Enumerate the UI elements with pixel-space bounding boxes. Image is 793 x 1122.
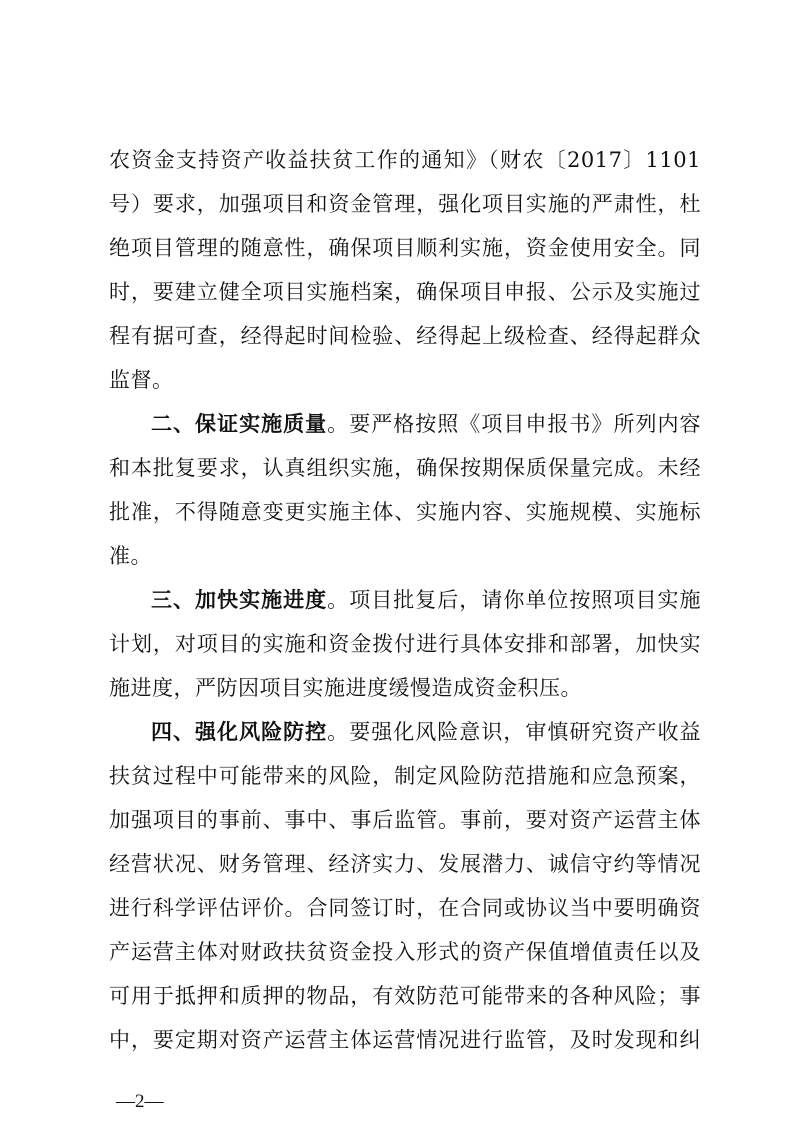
- para4-line-4: 经营状况、财务管理、经济实力、发展潜力、诚信守约等情况: [109, 852, 701, 876]
- section-heading-quality: 二、保证实施质量: [151, 411, 328, 436]
- para3-line-2: 计划，对项目的实施和资金拨付进行具体安排和部署，加快实: [109, 632, 701, 656]
- para2-first-line-text: 。要严格按照《项目申报书》所列内容: [327, 412, 702, 436]
- para4-line-5: 进行科学评估评价。合同签订时，在合同或协议当中要明确资: [109, 896, 701, 920]
- para1-line-3: 绝项目管理的随意性，确保项目顺利实施，资金使用安全。同: [109, 236, 701, 260]
- para4-line-3: 加强项目的事前、事中、事后监管。事前，要对资产运营主体: [109, 808, 701, 832]
- para4-line-7: 可用于抵押和质押的物品，有效防范可能带来的各种风险；事: [109, 984, 701, 1008]
- page-number: —2—: [116, 1091, 164, 1112]
- para4-first-line: [151, 717, 701, 747]
- para2-line-3: 批准，不得随意变更实施主体、实施内容、实施规模、实施标: [109, 500, 701, 524]
- para1-line-4: 时，要建立健全项目实施档案，确保项目申报、公示及实施过: [109, 280, 701, 304]
- para1-line-1: 农资金支持资产收益扶贫工作的通知》（财农〔2017〕1101: [109, 148, 701, 172]
- para2-line-4: 准。: [109, 544, 152, 568]
- para1-line-5: 程有据可查，经得起时间检验、经得起上级检查、经得起群众: [109, 324, 701, 348]
- para1-line-2: 号）要求，加强项目和资金管理，强化项目实施的严肃性，杜: [109, 192, 701, 216]
- para3-first-line-text: 。项目批复后，请你单位按照项目实施: [327, 588, 702, 612]
- section-heading-progress: 三、加快实施进度: [151, 587, 328, 612]
- section-heading-risk: 四、强化风险防控: [151, 719, 328, 744]
- para3-first-line: [151, 585, 701, 615]
- para4-line-6: 产运营主体对财政扶贫资金投入形式的资产保值增值责任以及: [109, 940, 701, 964]
- para2-line-2: 和本批复要求，认真组织实施，确保按期保质保量完成。未经: [109, 456, 701, 480]
- para2-first-line: [151, 409, 701, 439]
- para1-line-6: 监督。: [109, 368, 174, 392]
- para4-line-2: 扶贫过程中可能带来的风险，制定风险防范措施和应急预案，: [109, 764, 701, 788]
- para4-line-8: 中，要定期对资产运营主体运营情况进行监管，及时发现和纠: [109, 1028, 701, 1052]
- para3-line-3: 施进度，严防因项目实施进度缓慢造成资金积压。: [109, 676, 582, 700]
- para4-first-line-text: 。要强化风险意识，审慎研究资产收益: [327, 720, 702, 744]
